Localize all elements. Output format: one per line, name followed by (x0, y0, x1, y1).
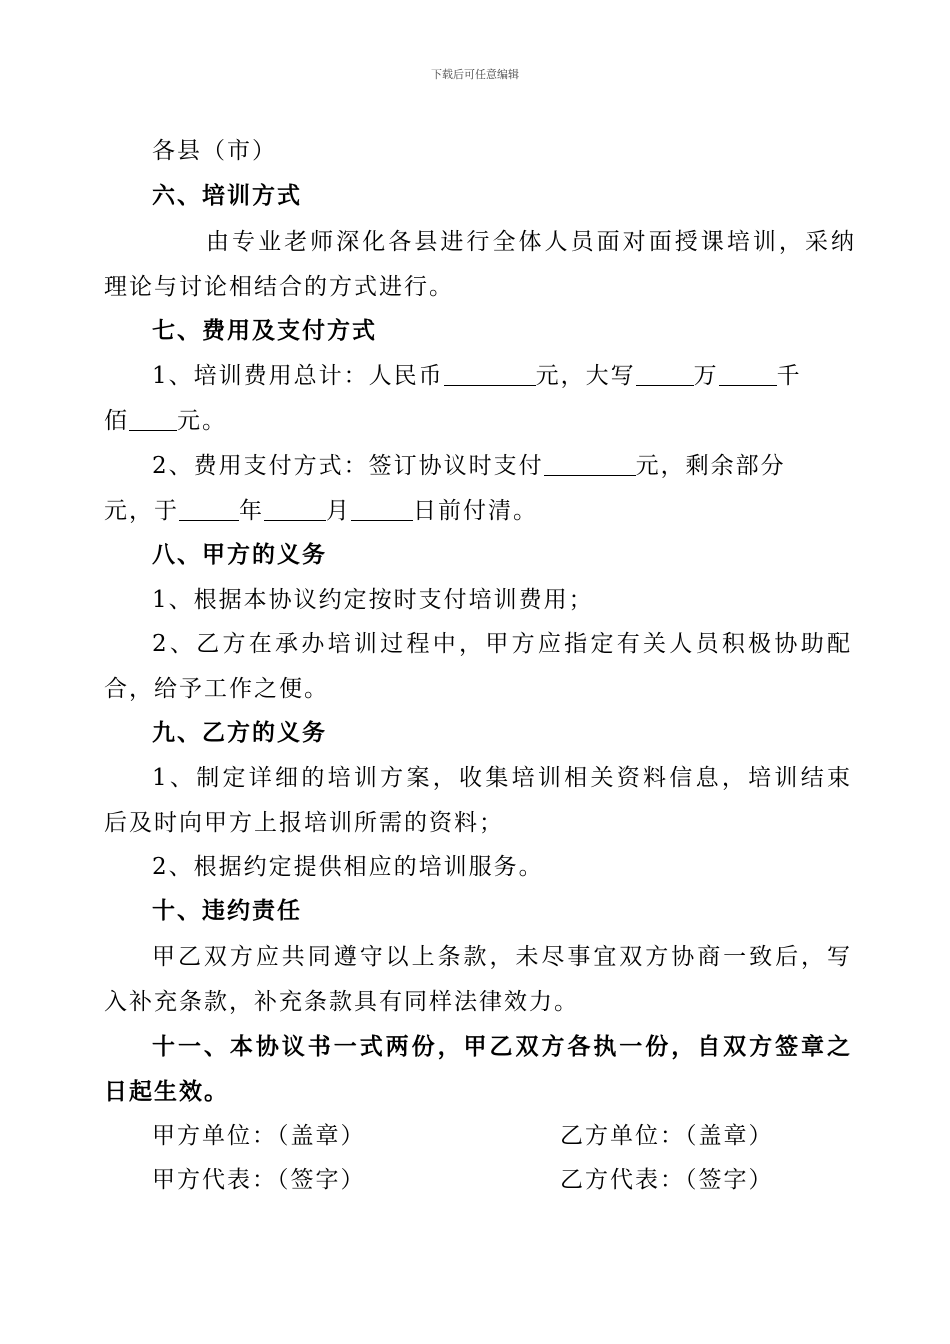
section-heading-11-cont: 日起生效。 (104, 1078, 229, 1105)
fee-total-label: 1、培训费用总计：人民币 (152, 363, 444, 389)
fee-text: 元。 (177, 408, 227, 434)
section-heading-8: 八、甲方的义务 (152, 541, 327, 568)
amount-blank (444, 361, 536, 386)
payment-label: 2、费用支付方式：签订协议时支付 (152, 453, 544, 479)
wan-blank (636, 361, 694, 386)
section-heading-7: 七、费用及支付方式 (152, 317, 377, 344)
paragraph-line: 各县（市） (152, 138, 277, 164)
paragraph-line: 入补充条款，补充条款具有同样法律效力。 (104, 989, 579, 1015)
fee-text: 佰 (104, 408, 129, 434)
payment-text: 元，剩余部分 (635, 453, 786, 479)
deposit-blank (544, 451, 636, 476)
page-header: 下载后可任意编辑 (431, 68, 519, 81)
bai-blank (129, 406, 177, 431)
party-b-rep: 乙方代表：（签字） (560, 1167, 774, 1193)
section-heading-9: 九、乙方的义务 (152, 719, 327, 746)
paragraph-line: 2、根据约定提供相应的培训服务。 (152, 854, 544, 880)
payment-date-line (104, 493, 854, 529)
fee-text: 元，大写 (535, 363, 636, 389)
paragraph-line: 后及时向甲方上报培训所需的资料； (104, 810, 504, 836)
payment-method-line (152, 448, 852, 484)
fee-text: 万 (693, 363, 719, 389)
paragraph-line: 由专业老师深化各县进行全体人员面对面授课培训，采纳 (206, 229, 856, 255)
payment-text: 月 (326, 498, 351, 524)
paragraph-line: 理论与讨论相结合的方式进行。 (104, 274, 454, 300)
section-heading-6: 六、培训方式 (152, 182, 302, 209)
party-a-unit: 甲方单位：（盖章） (152, 1123, 366, 1149)
payment-text: 年 (239, 498, 264, 524)
fee-text: 千 (776, 363, 802, 389)
fee-total-line-cont (104, 403, 854, 439)
month-blank (264, 496, 326, 521)
qian-blank (719, 361, 777, 386)
party-b-unit: 乙方单位：（盖章） (560, 1123, 774, 1149)
paragraph-line: 合，给予工作之便。 (104, 676, 329, 702)
section-heading-11: 十一、本协议书一式两份，甲乙双方各执一份，自双方签章之 (152, 1033, 852, 1060)
party-a-rep: 甲方代表：（签字） (152, 1167, 366, 1193)
day-blank (351, 496, 413, 521)
payment-text: 日前付清。 (413, 498, 538, 524)
paragraph-line: 1、制定详细的培训方案，收集培训相关资料信息，培训结束 (152, 765, 852, 791)
year-blank (179, 496, 239, 521)
section-heading-10: 十、违约责任 (152, 897, 302, 924)
fee-total-line (152, 358, 852, 394)
paragraph-line: 甲乙双方应共同遵守以上条款，未尽事宜双方协商一致后，写 (152, 944, 852, 970)
paragraph-line: 2、乙方在承办培训过程中，甲方应指定有关人员积极协助配 (152, 631, 852, 657)
paragraph-line: 1、根据本协议约定按时支付培训费用； (152, 587, 594, 613)
payment-text: 元，于 (104, 498, 179, 524)
